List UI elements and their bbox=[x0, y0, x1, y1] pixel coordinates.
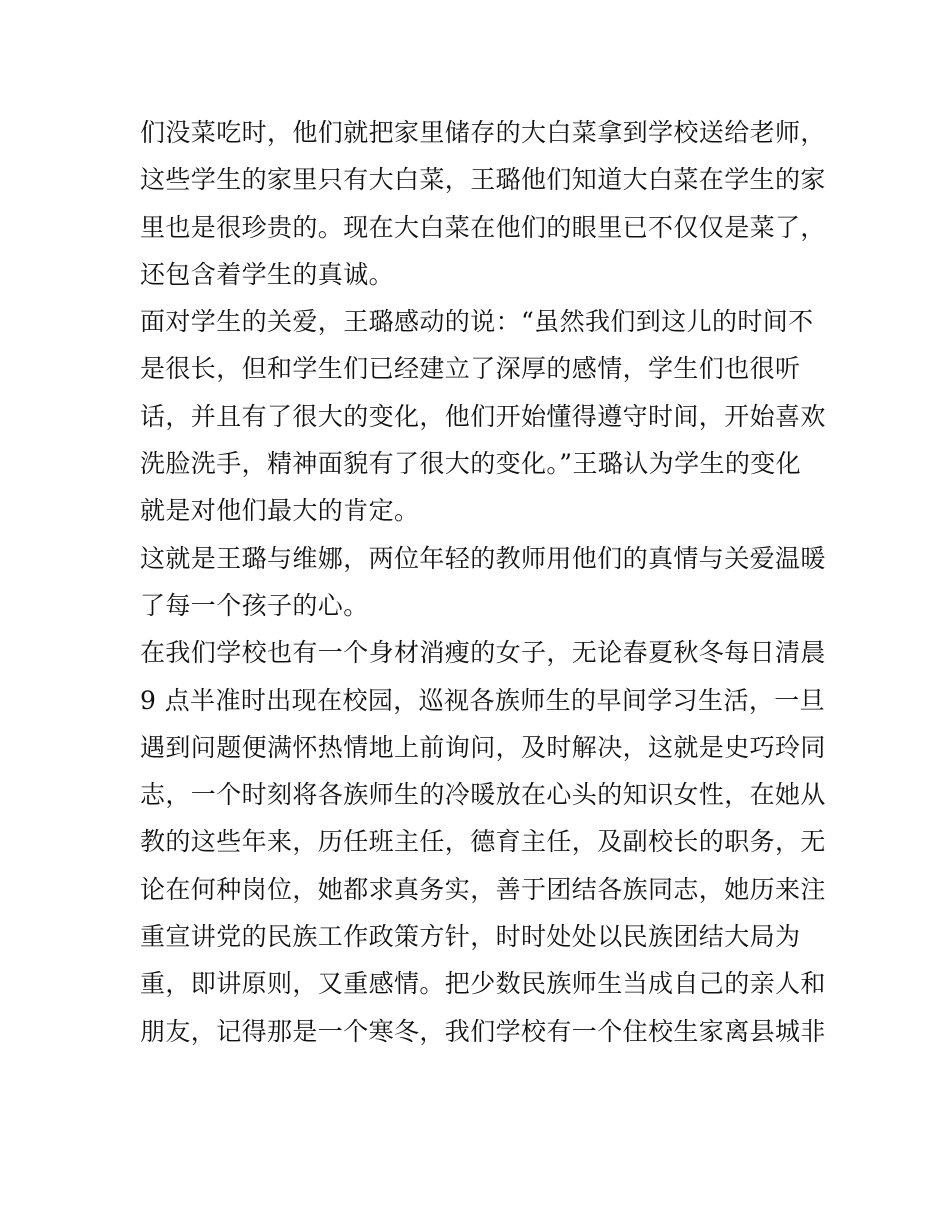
text-line: 们没菜吃时，他们就把家里储存的大白菜拿到学校送给老师， bbox=[140, 118, 826, 147]
text-line: 重，即讲原则，又重感情。把少数民族师生当成自己的亲人和 bbox=[140, 969, 826, 999]
text-line: 论在何种岗位，她都求真务实，善于团结各族同志，她历来注 bbox=[140, 874, 826, 904]
text-line: 这些学生的家里只有大白菜，王璐他们知道大白菜在学生的家 bbox=[140, 165, 826, 195]
text-line: 洗脸洗手，精神面貌有了很大的变化。”王璐认为学生的变化 bbox=[140, 449, 802, 479]
body-text bbox=[140, 109, 826, 1055]
text-line: 朋友，记得那是一个寒冬，我们学校有一个住校生家离县城非 bbox=[140, 1016, 826, 1046]
text-line: 里也是很珍贵的。现在大白菜在他们的眼里已不仅仅是菜了， bbox=[140, 212, 826, 242]
text-line: 了每一个孩子的心。 bbox=[140, 590, 369, 620]
text-line: 在我们学校也有一个身材消瘦的女子，无论春夏秋冬每日清晨 bbox=[140, 638, 826, 668]
text-line: 遇到问题便满怀热情地上前询问，及时解决，这就是史巧玲同 bbox=[140, 732, 826, 762]
text-line: 面对学生的关爱，王璐感动的说：“虽然我们到这儿的时间不 bbox=[140, 307, 814, 337]
text-line: 就是对他们最大的肯定。 bbox=[140, 496, 420, 526]
text-line: 还包含着学生的真诚。 bbox=[140, 259, 395, 289]
text-line: 9 点半准时出现在校园，巡视各族师生的早间学习生活，一旦 bbox=[140, 685, 826, 715]
text-line: 重宣讲党的民族工作政策方针，时时处处以民族团结大局为 bbox=[140, 922, 801, 952]
text-line: 教的这些年来，历任班主任，德育主任，及副校长的职务，无 bbox=[140, 827, 826, 857]
text-line: 话，并且有了很大的变化，他们开始懂得遵守时间，开始喜欢 bbox=[140, 401, 826, 431]
text-line: 是很长，但和学生们已经建立了深厚的感情，学生们也很听 bbox=[140, 354, 801, 384]
text-line: 这就是王璐与维娜，两位年轻的教师用他们的真情与关爱温暖 bbox=[140, 543, 826, 573]
text-line: 志，一个时刻将各族师生的冷暖放在心头的知识女性，在她从 bbox=[140, 780, 826, 810]
